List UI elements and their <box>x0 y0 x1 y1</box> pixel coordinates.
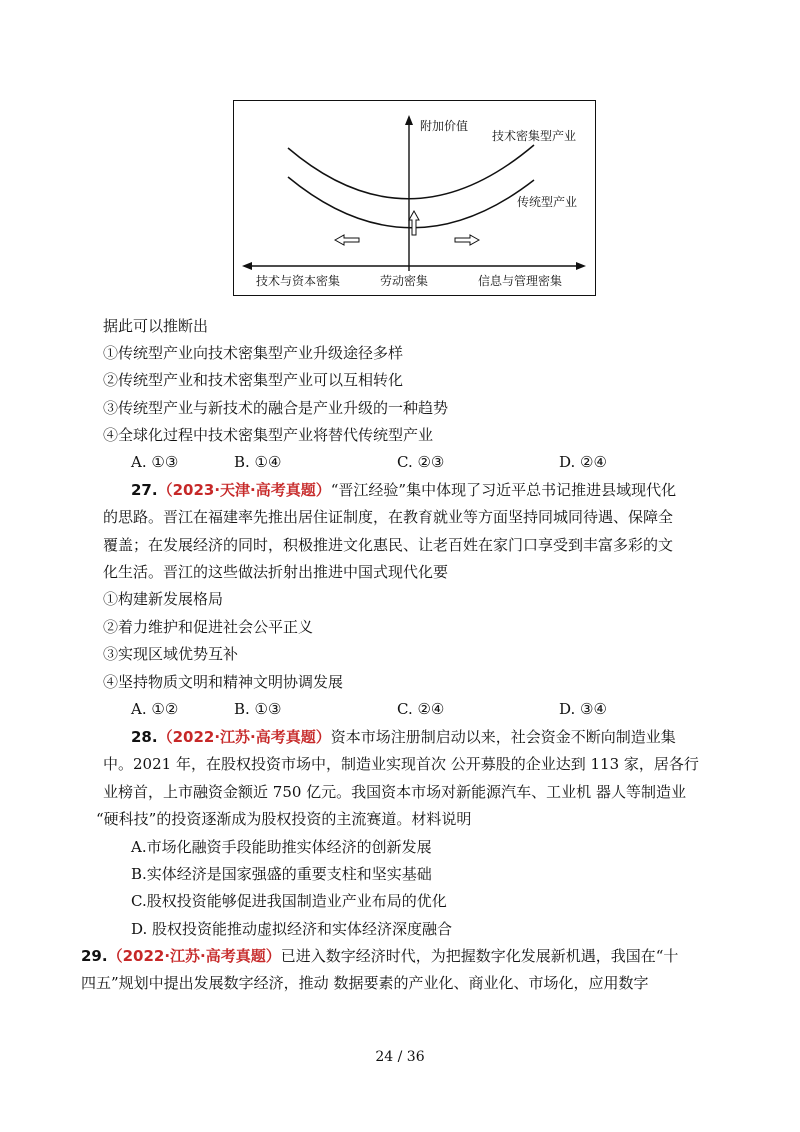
q28-line-4: “硬科技”的投资逐渐成为股权投资的主流赛道。材料说明 <box>96 810 472 828</box>
q26-item-3: ③传统型产业与新技术的融合是产业升级的一种趋势 <box>103 399 449 417</box>
q27-first-line <box>131 480 676 500</box>
q26-option-c[interactable]: C. ②③ <box>397 453 445 471</box>
q29-line-1: 已进入数字经济时代，为把握数字化发展新机遇，我国在“十 <box>280 947 679 965</box>
tech-intensive-label: 技术密集型产业 <box>492 129 577 143</box>
q26-option-b[interactable]: B. ①④ <box>234 453 282 471</box>
q26-item-4: ④全球化过程中技术密集型产业将替代传统型产业 <box>103 426 434 444</box>
q27-item-1: ①构建新发展格局 <box>103 590 224 608</box>
q28-option-c[interactable]: C.股权投资能够促进我国制造业产业布局的优化 <box>131 892 447 910</box>
q28-option-d[interactable]: D. 股权投资能推动虚拟经济和实体经济深度融合 <box>131 920 453 938</box>
left-hollow-arrow <box>335 235 359 245</box>
q28-option-b[interactable]: B.实体经济是国家强盛的重要支柱和坚实基础 <box>131 865 432 883</box>
q27-line-1: “晋江经验”集中体现了习近平总书记推进县域现代化 <box>330 481 677 499</box>
q27-line-4: 化生活。晋江的这些做法折射出推进中国式现代化要 <box>103 563 449 581</box>
q27-number: 27. <box>131 481 158 499</box>
q27-line-2: 的思路。晋江在福建率先推出居住证制度，在教育就业等方面坚持同城同待遇、保障全 <box>103 508 674 526</box>
q26-option-d[interactable]: D. ②④ <box>559 453 607 471</box>
q27-option-a[interactable]: A. ①② <box>131 700 179 718</box>
q26-item-1: ①传统型产业向技术密集型产业升级途径多样 <box>103 344 404 362</box>
q27-item-2: ②着力维护和促进社会公平正义 <box>103 618 314 636</box>
traditional-label: 传统型产业 <box>517 195 578 209</box>
up-hollow-arrow <box>409 211 419 235</box>
industry-value-curve-figure <box>233 100 596 296</box>
q27-option-b[interactable]: B. ①③ <box>234 700 282 718</box>
q28-line-2: 中。2021 年，在股权投资市场中，制造业实现首次 公开募股的企业达到 113 家，居各行 <box>103 755 699 773</box>
q29-first-line <box>81 946 678 966</box>
tech-intensive-curve <box>288 145 534 199</box>
x-left-label: 技术与资本密集 <box>256 274 341 288</box>
q28-line-1: 资本市场注册制启动以来，社会资金不断向制造业集 <box>330 728 676 746</box>
x-right-label: 信息与管理密集 <box>478 274 563 288</box>
q29-line-2: 四五”规划中提出发展数字经济，推动 数据要素的产业化、商业化、市场化，应用数字 <box>81 974 649 992</box>
q27-option-d[interactable]: D. ③④ <box>559 700 607 718</box>
y-axis-arrow <box>405 115 413 125</box>
q27-item-3: ③实现区域优势互补 <box>103 645 239 663</box>
q29-source: （2022·江苏·高考真题） <box>107 947 281 965</box>
q28-line-3: 业榜首，上市融资金额近 750 亿元。我国资本市场对新能源汽车、工业机 器人等制造业 <box>103 783 686 801</box>
q28-option-a[interactable]: A.市场化融资手段能助推实体经济的创新发展 <box>131 838 432 856</box>
q27-option-c[interactable]: C. ②④ <box>397 700 445 718</box>
q27-options <box>131 699 651 719</box>
x-axis-right-arrow <box>576 262 586 270</box>
q27-item-4: ④坚持物质文明和精神文明协调发展 <box>103 673 344 691</box>
q26-options <box>131 452 651 472</box>
q28-source: （2022·江苏·高考真题） <box>157 728 331 746</box>
q28-number: 28. <box>131 728 158 746</box>
q27-source: （2023·天津·高考真题） <box>157 481 331 499</box>
q26-item-2: ②传统型产业和技术密集型产业可以互相转化 <box>103 371 404 389</box>
page-number: 24 / 36 <box>375 1049 425 1065</box>
q26-option-a[interactable]: A. ①③ <box>131 453 179 471</box>
x-mid-label: 劳动密集 <box>380 274 429 288</box>
x-axis-left-arrow <box>242 262 252 270</box>
y-axis-label: 附加价值 <box>420 119 469 133</box>
q28-first-line <box>131 727 676 747</box>
q26-stem: 据此可以推断出 <box>103 317 209 335</box>
q27-line-3: 覆盖；在发展经济的同时，积极推进文化惠民、让老百姓在家门口享受到丰富多彩的文 <box>103 536 674 554</box>
q29-number: 29. <box>81 947 108 965</box>
right-hollow-arrow <box>455 235 479 245</box>
